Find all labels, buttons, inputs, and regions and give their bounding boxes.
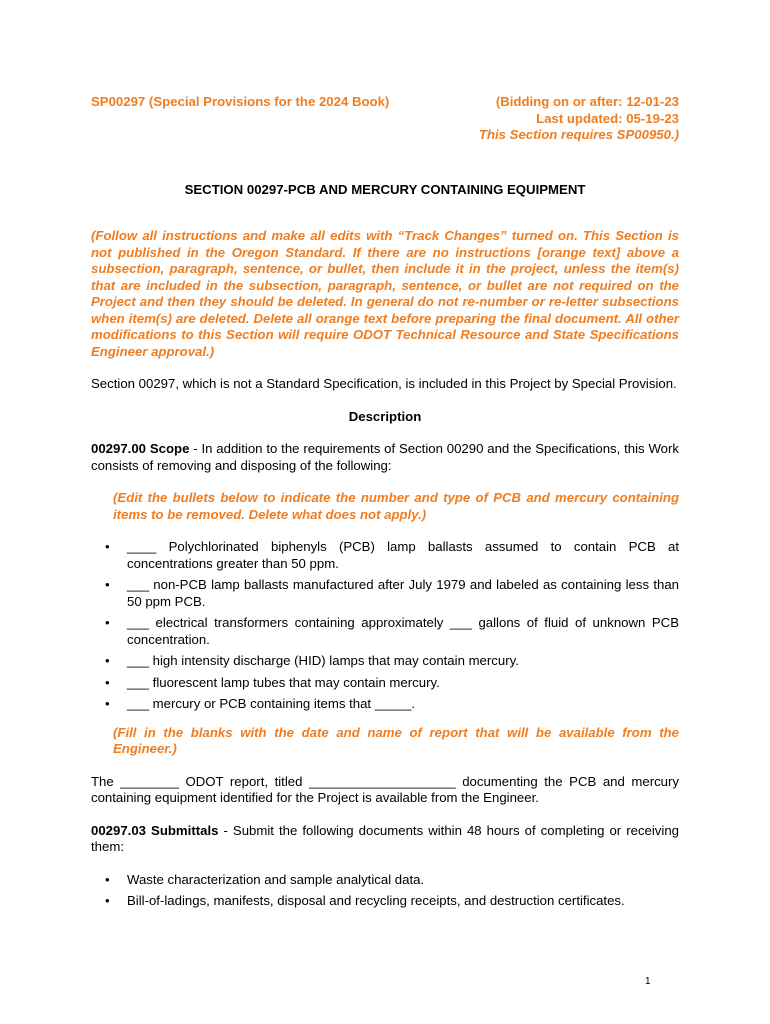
submittal-bullet-list [91, 872, 679, 910]
scope-paragraph [91, 441, 679, 474]
list-item-text: ___ mercury or PCB containing items that _____. [127, 696, 416, 711]
document-header [91, 94, 679, 144]
scope-text: - In addition to the requirements of Section 00290 and the Specifications, this Work consists of removing and disposing of the following: [91, 441, 679, 473]
submittals-paragraph [91, 823, 679, 856]
report-paragraph: The ________ ODOT report, titled ____________________ documenting the PCB and mercury containing equipment identified for the Project is available from the Engineer. [91, 773, 679, 805]
list-item-text: Bill-of-ladings, manifests, disposal and recycling receipts, and destruction certificates. [127, 893, 625, 908]
bullet-glyph: • [105, 539, 110, 554]
list-item-text: ___ fluorescent lamp tubes that may contain mercury. [127, 674, 440, 690]
bullet-glyph: • [105, 674, 110, 690]
submittals-label: 00297.03 Submittals [91, 822, 219, 838]
list-item [91, 872, 679, 889]
bullet-glyph: • [105, 577, 110, 592]
header-right [419, 94, 679, 144]
page-number: 1 [645, 976, 651, 987]
list-item [91, 539, 679, 572]
instructions-bullets: (Edit the bullets below to indicate the number and type of PCB and mercury containing items to be removed. Delete what does not apply.) [113, 490, 679, 522]
bullet-glyph: • [105, 615, 110, 630]
bidding-date: (Bidding on or after: 12-01-23 [495, 94, 679, 109]
bullet-glyph: • [105, 696, 110, 711]
submittals-text: - Submit the following documents within 48 hours of completing or receiving them: [91, 822, 679, 854]
list-item-text: Waste characterization and sample analytical data. [127, 871, 425, 887]
list-item [91, 675, 679, 692]
list-item [91, 696, 679, 713]
bullet-glyph: • [105, 653, 110, 668]
bullet-glyph: • [105, 893, 110, 908]
last-updated: Last updated: 05-19-23 [536, 110, 679, 126]
instructions-report: (Fill in the blanks with the date and name of report that will be available from the Engineer.) [113, 724, 679, 756]
document-page [91, 94, 679, 915]
section-requirement: This Section requires SP00950.) [478, 127, 679, 142]
header-left: SP00297 (Special Provisions for the 2024 Book) [91, 94, 390, 109]
list-item [91, 893, 679, 910]
list-item-text: ____ Polychlorinated biphenyls (PCB) lamp ballasts assumed to contain PCB at concentrations greater than 50 ppm. [127, 539, 679, 571]
list-item-text: ___ electrical transformers containing approximately ___ gallons of fluid of unknown PCB concentration. [127, 615, 679, 647]
list-item [91, 653, 679, 670]
bullet-glyph: • [105, 871, 110, 887]
list-item [91, 577, 679, 610]
list-item-text: ___ non-PCB lamp ballasts manufactured after July 1979 and labeled as containing less than 50 ppm PCB. [127, 577, 679, 609]
section-title: SECTION 00297-PCB AND MERCURY CONTAINING EQUIPMENT [184, 181, 586, 197]
intro-paragraph: Section 00297, which is not a Standard Specification, is included in this Project by Special Provision. [91, 376, 677, 391]
instructions-main: (Follow all instructions and make all edits with “Track Changes” turned on. This Section is not published in the Oregon Standard. If there are no instructions [orange text] above a subsection, paragraph, sentence, or bullet, then include it in the project, unless the item(s) that are included in the subsection, paragraph, sentence, or bullet are not required on the Project and then they should be deleted. In general do not re-number or re-letter subsections when item(s) are deleted. Delete all orange text before preparing the final document. All other modifications to this Section will require ODOT Technical Resource and State Specifications Engineer approval.) [91, 228, 679, 359]
scope-label: 00297.00 Scope [91, 441, 190, 456]
list-item [91, 615, 679, 648]
scope-bullet-list [91, 539, 679, 713]
description-heading: Description [348, 408, 422, 424]
list-item-text: ___ high intensity discharge (HID) lamps that may contain mercury. [127, 653, 519, 668]
